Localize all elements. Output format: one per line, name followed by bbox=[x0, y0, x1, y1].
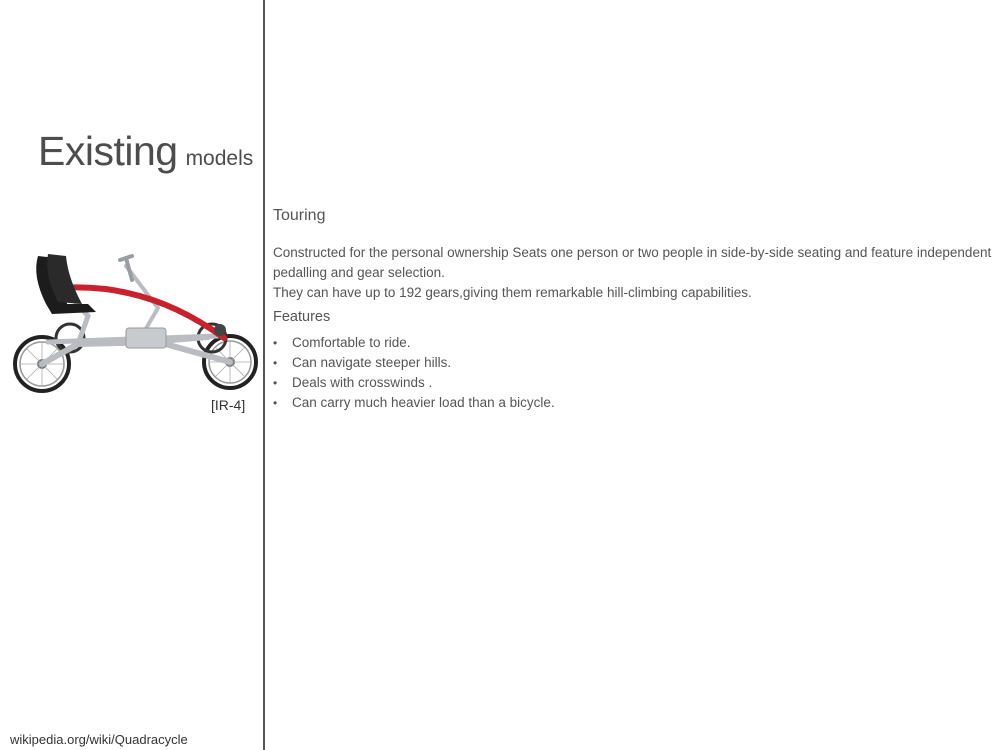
bullet-icon: • bbox=[273, 396, 278, 410]
title-main: Existing bbox=[38, 128, 178, 174]
section-heading: Touring bbox=[273, 207, 326, 224]
vertical-divider bbox=[263, 0, 265, 750]
title-sub: models bbox=[185, 147, 254, 170]
bullet-icon: • bbox=[273, 356, 278, 370]
feature-text: Can carry much heavier load than a bicycle. bbox=[292, 395, 555, 410]
paragraph-gears: They can have up to 192 gears,giving them remarkable hill-climbing capabilities. bbox=[273, 285, 752, 300]
bullet-icon: • bbox=[273, 376, 278, 390]
feature-text: Deals with crosswinds . bbox=[292, 375, 433, 390]
bullet-icon: • bbox=[273, 336, 278, 350]
image-caption: [IR-4] bbox=[211, 397, 246, 413]
feature-item bbox=[273, 373, 995, 393]
seats bbox=[36, 254, 96, 314]
feature-item bbox=[273, 353, 995, 373]
source-link[interactable]: wikipedia.org/wiki/Quadracycle bbox=[10, 732, 188, 747]
feature-item bbox=[273, 333, 995, 353]
paragraph-description: Constructed for the personal ownership Seats one person or two people in side-by-side seating and feature independent pedalling and gear selection. bbox=[273, 245, 992, 280]
pedal-crank bbox=[214, 324, 226, 336]
feature-text: Comfortable to ride. bbox=[292, 335, 411, 350]
slide-title bbox=[38, 128, 253, 175]
feature-text: Can navigate steeper hills. bbox=[292, 355, 452, 370]
features-heading: Features bbox=[273, 309, 331, 325]
content-area bbox=[273, 205, 995, 413]
quadracycle-illustration bbox=[8, 246, 258, 394]
feature-item bbox=[273, 393, 995, 413]
features-list bbox=[273, 333, 995, 413]
quadracycle-image bbox=[8, 246, 258, 394]
